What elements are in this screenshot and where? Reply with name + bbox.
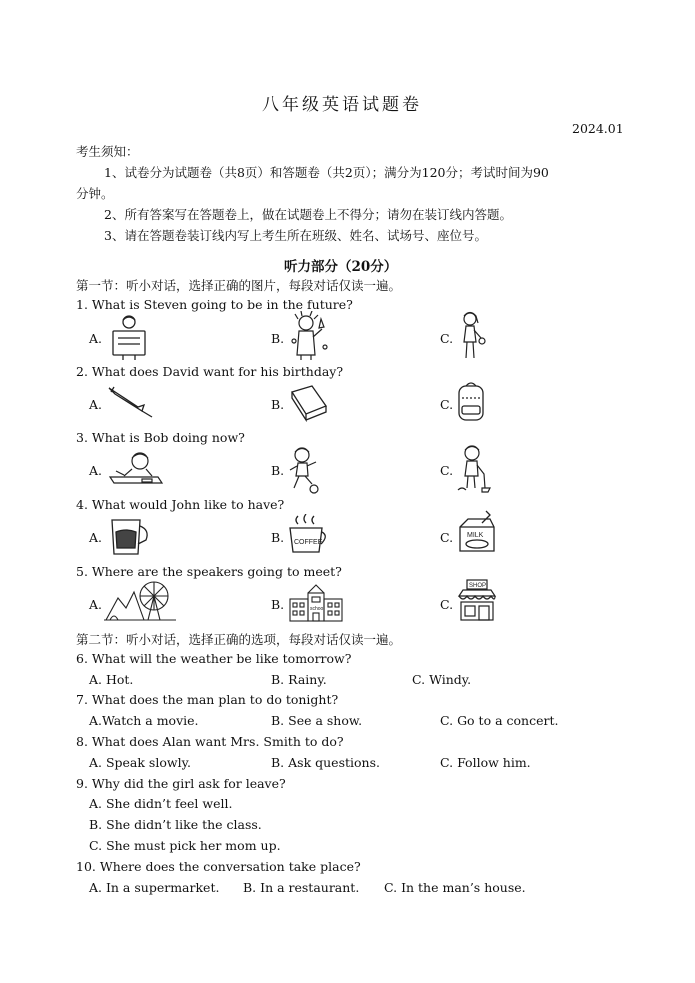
school-icon <box>288 581 344 623</box>
q3-option-a: A. <box>89 463 103 478</box>
part1-heading: 第一节：听小对话，选择正确的图片，每段对话仅读一遍。 <box>76 278 402 293</box>
exam-date: 2024.01 <box>572 121 624 136</box>
q7-option-a: A.Watch a movie. <box>89 713 199 728</box>
notice-item-3: 3、请在答题卷装订线内写上考生所在班级、姓名、试场号、座位号。 <box>104 228 487 243</box>
q1-option-a: A. <box>89 331 103 346</box>
q6-option-b: B. Rainy. <box>271 672 327 687</box>
q1-option-c: C. <box>440 331 454 346</box>
q9-option-c: C. She must pick her mom up. <box>89 838 281 853</box>
question-6: 6. What will the weather be like tomorrow? <box>76 651 352 666</box>
q2-option-b: B. <box>271 397 285 412</box>
park-icon <box>104 578 176 622</box>
question-7: 7. What does the man plan to do tonight? <box>76 692 339 707</box>
shop-icon <box>455 578 499 624</box>
listening-heading: 听力部分（20分） <box>284 259 398 275</box>
question-4: 4. What would John like to have? <box>76 497 285 512</box>
teacher-icon <box>108 313 150 361</box>
question-1: 1. What is Steven going to be in the future? <box>76 297 353 312</box>
coffee-cup-icon <box>286 514 330 556</box>
q6-option-a: A. Hot. <box>89 672 134 687</box>
backpack-icon <box>454 380 488 424</box>
question-10: 10. Where does the conversation take place? <box>76 859 361 874</box>
question-5: 5. Where are the speakers going to meet? <box>76 564 342 579</box>
q5-option-c: C. <box>440 597 454 612</box>
pen-icon <box>106 383 156 419</box>
writing-boy-icon <box>106 449 166 489</box>
page-title: 八年级英语试题卷 <box>262 95 422 115</box>
q10-option-c: C. In the man’s house. <box>384 880 526 895</box>
q7-option-c: C. Go to a concert. <box>440 713 559 728</box>
q8-option-a: A. Speak slowly. <box>89 755 191 770</box>
shop-label: SHOP <box>469 583 487 589</box>
q9-option-a: A. She didn’t feel well. <box>89 796 233 811</box>
notice-item-1-cont: 分钟。 <box>76 186 114 201</box>
notice-item-2: 2、所有答案写在答题卷上，做在试题卷上不得分；请勿在装订线内答题。 <box>104 207 512 222</box>
question-3: 3. What is Bob doing now? <box>76 430 245 445</box>
q6-option-c: C. Windy. <box>412 672 472 687</box>
question-8: 8. What does Alan want Mrs. Smith to do? <box>76 734 344 749</box>
tea-jar-icon <box>106 514 152 558</box>
q8-option-b: B. Ask questions. <box>271 755 380 770</box>
q2-option-a: A. <box>89 397 103 412</box>
q4-option-a: A. <box>89 530 103 545</box>
q10-option-b: B. In a restaurant. <box>243 880 360 895</box>
q1-option-b: B. <box>271 331 285 346</box>
q8-option-c: C. Follow him. <box>440 755 531 770</box>
school-label: school <box>310 606 325 612</box>
q3-option-c: C. <box>440 463 454 478</box>
girl-icon <box>456 310 486 362</box>
milk-box-icon <box>456 509 498 555</box>
question-2: 2. What does David want for his birthday? <box>76 364 344 379</box>
q2-option-c: C. <box>440 397 454 412</box>
part2-heading: 第二节：听小对话，选择正确的选项，每段对话仅读一遍。 <box>76 632 402 647</box>
milk-label: MILK <box>467 532 484 539</box>
scientist-icon <box>288 311 330 361</box>
coffee-label: COFFEE <box>294 539 323 546</box>
cleaning-boy-icon <box>454 444 494 494</box>
notice-item-1: 1、试卷分为试题卷（共8页）和答题卷（共2页）；满分为120分；考试时间为90 <box>104 165 549 180</box>
football-boy-icon <box>286 446 322 494</box>
notice-heading: 考生须知： <box>76 144 139 159</box>
q10-option-a: A. In a supermarket. <box>89 880 220 895</box>
q4-option-c: C. <box>440 530 454 545</box>
book-icon <box>288 384 330 422</box>
q7-option-b: B. See a show. <box>271 713 363 728</box>
question-9: 9. Why did the girl ask for leave? <box>76 776 286 791</box>
q4-option-b: B. <box>271 530 285 545</box>
q5-option-b: B. <box>271 597 285 612</box>
q5-option-a: A. <box>89 597 103 612</box>
q9-option-b: B. She didn’t like the class. <box>89 817 262 832</box>
q3-option-b: B. <box>271 463 285 478</box>
